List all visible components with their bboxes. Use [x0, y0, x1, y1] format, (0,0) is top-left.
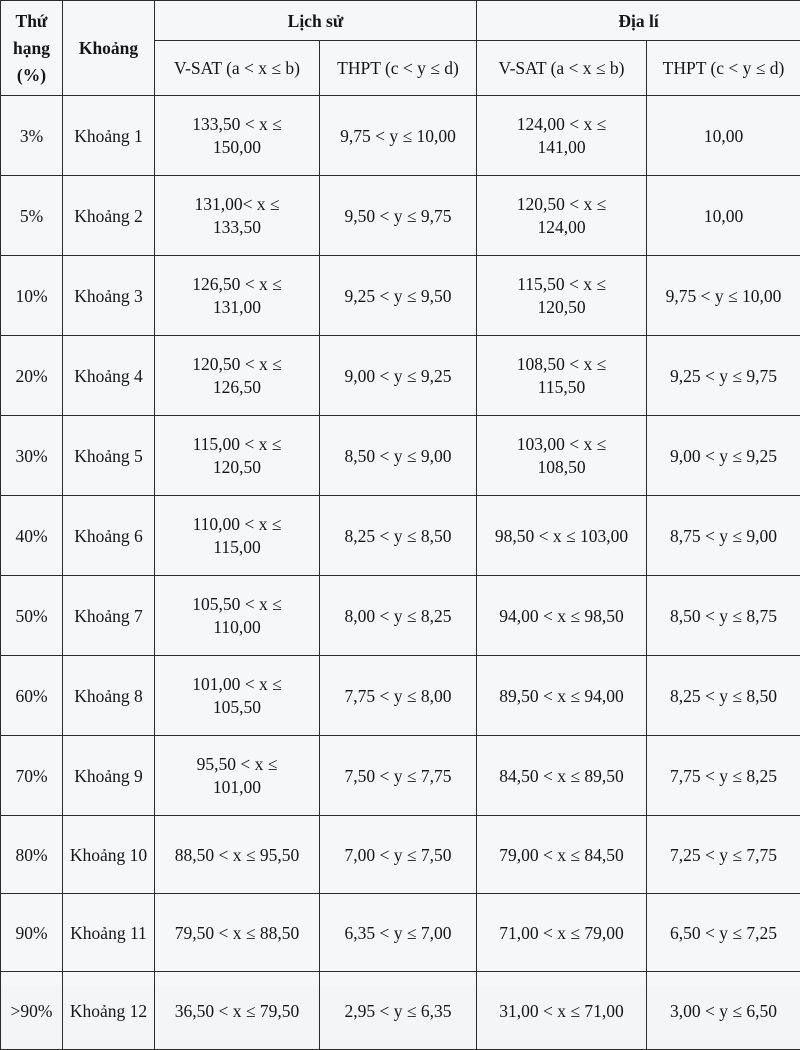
history-vsat-cell-line-1: 36,50 < x ≤ 79,50	[175, 1001, 299, 1021]
rank-header-line-3: (%)	[17, 65, 46, 85]
history-vsat-cell-line-1: 88,50 < x ≤ 95,50	[175, 845, 299, 865]
history-header: Lịch sử	[155, 1, 477, 41]
rank-cell: 90%	[1, 894, 63, 972]
history-vsat-cell-line-2: 131,00	[213, 297, 261, 317]
geography-thpt-header: THPT (c < y ≤ d)	[647, 41, 800, 96]
band-cell: Khoảng 4	[63, 336, 155, 416]
history-vsat-cell-line-2: 133,50	[213, 217, 261, 237]
table-row	[1, 576, 800, 656]
history-vsat-cell	[155, 336, 320, 416]
history-vsat-cell-line-1: 110,00 < x ≤	[193, 514, 282, 534]
history-thpt-cell: 7,75 < y ≤ 8,00	[320, 656, 477, 736]
table-row	[1, 256, 800, 336]
history-vsat-cell-text	[175, 922, 299, 945]
history-vsat-cell-line-2: 105,50	[213, 697, 261, 717]
geography-vsat-cell-line-2: 120,50	[537, 297, 585, 317]
history-vsat-header: V-SAT (a < x ≤ b)	[155, 41, 320, 96]
history-vsat-cell-line-1: 95,50 < x ≤	[197, 754, 278, 774]
geography-vsat-cell-text	[499, 1000, 623, 1023]
geography-vsat-cell-text	[499, 844, 623, 867]
band-cell: Khoảng 2	[63, 176, 155, 256]
geography-thpt-cell: 9,25 < y ≤ 9,75	[647, 336, 800, 416]
history-thpt-cell: 8,00 < y ≤ 8,25	[320, 576, 477, 656]
rank-cell: 20%	[1, 336, 63, 416]
history-vsat-cell-text	[193, 433, 282, 479]
geography-thpt-cell: 8,75 < y ≤ 9,00	[647, 496, 800, 576]
table-row	[1, 336, 800, 416]
history-thpt-cell: 6,35 < y ≤ 7,00	[320, 894, 477, 972]
rank-cell: 3%	[1, 96, 63, 176]
history-vsat-cell-text	[192, 593, 281, 639]
history-vsat-cell-line-2: 120,50	[213, 457, 261, 477]
geography-vsat-cell	[477, 496, 647, 576]
history-vsat-cell-line-1: 105,50 < x ≤	[192, 594, 281, 614]
history-vsat-cell-text	[192, 273, 281, 319]
geography-vsat-cell	[477, 736, 647, 816]
geography-vsat-cell-line-1: 108,50 < x ≤	[517, 354, 606, 374]
rank-cell: 30%	[1, 416, 63, 496]
table-row	[1, 656, 800, 736]
table-row	[1, 416, 800, 496]
rank-header-line-1: Thứ	[16, 11, 48, 31]
geography-vsat-cell-line-1: 124,00 < x ≤	[517, 114, 606, 134]
history-thpt-cell: 9,75 < y ≤ 10,00	[320, 96, 477, 176]
geography-vsat-cell	[477, 176, 647, 256]
geography-vsat-cell	[477, 256, 647, 336]
geography-vsat-cell	[477, 96, 647, 176]
history-vsat-cell	[155, 656, 320, 736]
history-thpt-cell: 7,00 < y ≤ 7,50	[320, 816, 477, 894]
geography-vsat-cell-line-1: 84,50 < x ≤ 89,50	[499, 766, 623, 786]
rank-cell: 50%	[1, 576, 63, 656]
geography-vsat-cell	[477, 576, 647, 656]
history-thpt-cell: 9,50 < y ≤ 9,75	[320, 176, 477, 256]
history-vsat-cell-line-2: 150,00	[213, 137, 261, 157]
geography-vsat-cell-text	[495, 525, 628, 548]
rank-cell: 5%	[1, 176, 63, 256]
header-row-1	[1, 1, 800, 41]
history-vsat-cell-line-1: 126,50 < x ≤	[192, 274, 281, 294]
geography-vsat-cell-text	[499, 765, 623, 788]
geography-vsat-cell	[477, 416, 647, 496]
geography-vsat-cell-line-1: 103,00 < x ≤	[517, 434, 606, 454]
rank-cell: >90%	[1, 972, 63, 1050]
table-row	[1, 816, 800, 894]
table-row	[1, 496, 800, 576]
history-thpt-cell: 9,00 < y ≤ 9,25	[320, 336, 477, 416]
geography-thpt-cell: 10,00	[647, 96, 800, 176]
geography-vsat-header: V-SAT (a < x ≤ b)	[477, 41, 647, 96]
band-cell: Khoảng 10	[63, 816, 155, 894]
rank-header	[1, 1, 63, 96]
history-vsat-cell-line-2: 101,00	[213, 777, 261, 797]
history-vsat-cell	[155, 736, 320, 816]
history-vsat-cell-text	[192, 673, 281, 719]
history-vsat-cell-text	[197, 753, 278, 799]
history-vsat-cell-text	[175, 1000, 299, 1023]
geography-vsat-cell-line-1: 89,50 < x ≤ 94,00	[499, 686, 623, 706]
history-vsat-cell-text	[193, 513, 282, 559]
geography-vsat-cell-text	[517, 113, 606, 159]
history-vsat-cell	[155, 816, 320, 894]
geography-vsat-cell-text	[517, 433, 606, 479]
geography-vsat-cell-line-1: 120,50 < x ≤	[517, 194, 606, 214]
history-thpt-cell: 9,25 < y ≤ 9,50	[320, 256, 477, 336]
history-vsat-cell-line-1: 133,50 < x ≤	[192, 114, 281, 134]
geography-vsat-cell	[477, 656, 647, 736]
geography-thpt-cell: 8,50 < y ≤ 8,75	[647, 576, 800, 656]
history-vsat-cell	[155, 416, 320, 496]
geography-thpt-cell: 3,00 < y ≤ 6,50	[647, 972, 800, 1050]
geography-vsat-cell-line-1: 79,00 < x ≤ 84,50	[499, 845, 623, 865]
history-thpt-cell: 7,50 < y ≤ 7,75	[320, 736, 477, 816]
geography-thpt-cell: 8,25 < y ≤ 8,50	[647, 656, 800, 736]
history-thpt-cell: 8,25 < y ≤ 8,50	[320, 496, 477, 576]
band-cell: Khoảng 8	[63, 656, 155, 736]
history-vsat-cell-text	[194, 193, 279, 239]
geography-vsat-cell-line-1: 98,50 < x ≤ 103,00	[495, 526, 628, 546]
geography-vsat-cell	[477, 336, 647, 416]
history-vsat-cell-line-1: 101,00 < x ≤	[192, 674, 281, 694]
geography-vsat-cell-line-2: 141,00	[537, 137, 585, 157]
history-vsat-cell	[155, 496, 320, 576]
band-cell: Khoảng 7	[63, 576, 155, 656]
geography-header: Địa lí	[477, 1, 800, 41]
geography-thpt-cell: 7,75 < y ≤ 8,25	[647, 736, 800, 816]
history-thpt-header: THPT (c < y ≤ d)	[320, 41, 477, 96]
history-vsat-cell-line-1: 115,00 < x ≤	[193, 434, 282, 454]
geography-vsat-cell-text	[499, 685, 623, 708]
geography-vsat-cell-line-2: 115,50	[538, 377, 585, 397]
geography-vsat-cell-text	[499, 922, 623, 945]
geography-thpt-cell: 9,00 < y ≤ 9,25	[647, 416, 800, 496]
rank-cell: 60%	[1, 656, 63, 736]
band-cell: Khoảng 1	[63, 96, 155, 176]
band-cell: Khoảng 6	[63, 496, 155, 576]
geography-vsat-cell	[477, 972, 647, 1050]
band-cell: Khoảng 5	[63, 416, 155, 496]
history-vsat-cell-line-2: 126,50	[213, 377, 261, 397]
geography-vsat-cell-line-1: 94,00 < x ≤ 98,50	[499, 606, 623, 626]
history-vsat-cell-line-1: 79,50 < x ≤ 88,50	[175, 923, 299, 943]
geography-vsat-cell-text	[517, 273, 606, 319]
band-cell: Khoảng 11	[63, 894, 155, 972]
history-vsat-cell-text	[192, 113, 281, 159]
rank-cell: 10%	[1, 256, 63, 336]
table-row	[1, 972, 800, 1050]
rank-header-line-2: hạng	[13, 38, 50, 58]
history-vsat-cell	[155, 96, 320, 176]
geography-vsat-cell-line-2: 108,50	[537, 457, 585, 477]
band-header: Khoảng	[63, 1, 155, 96]
band-cell: Khoảng 9	[63, 736, 155, 816]
geography-vsat-cell-line-2: 124,00	[537, 217, 585, 237]
history-vsat-cell	[155, 176, 320, 256]
history-vsat-cell-line-2: 110,00	[213, 617, 260, 637]
geography-thpt-cell: 9,75 < y ≤ 10,00	[647, 256, 800, 336]
history-thpt-cell: 8,50 < y ≤ 9,00	[320, 416, 477, 496]
history-vsat-cell	[155, 576, 320, 656]
history-vsat-cell-text	[175, 844, 299, 867]
history-vsat-cell	[155, 256, 320, 336]
band-cell: Khoảng 12	[63, 972, 155, 1050]
rank-cell: 80%	[1, 816, 63, 894]
geography-vsat-cell-line-1: 71,00 < x ≤ 79,00	[499, 923, 623, 943]
history-vsat-cell-line-1: 120,50 < x ≤	[192, 354, 281, 374]
geography-vsat-cell-text	[517, 353, 606, 399]
history-vsat-cell-text	[192, 353, 281, 399]
history-vsat-cell-line-1: 131,00< x ≤	[194, 194, 279, 214]
geography-vsat-cell-text	[517, 193, 606, 239]
table-row	[1, 894, 800, 972]
table-row	[1, 96, 800, 176]
geography-vsat-cell-line-1: 115,50 < x ≤	[517, 274, 606, 294]
history-thpt-cell: 2,95 < y ≤ 6,35	[320, 972, 477, 1050]
history-vsat-cell	[155, 972, 320, 1050]
table-body	[1, 96, 800, 1050]
rank-cell: 70%	[1, 736, 63, 816]
geography-vsat-cell	[477, 894, 647, 972]
history-vsat-cell-line-2: 115,00	[213, 537, 260, 557]
geography-vsat-cell-line-1: 31,00 < x ≤ 71,00	[499, 1001, 623, 1021]
geography-vsat-cell-text	[499, 605, 623, 628]
band-cell: Khoảng 3	[63, 256, 155, 336]
geography-thpt-cell: 6,50 < y ≤ 7,25	[647, 894, 800, 972]
history-vsat-cell	[155, 894, 320, 972]
geography-vsat-cell	[477, 816, 647, 894]
table-row	[1, 736, 800, 816]
rank-cell: 40%	[1, 496, 63, 576]
table-row	[1, 176, 800, 256]
geography-thpt-cell: 7,25 < y ≤ 7,75	[647, 816, 800, 894]
geography-thpt-cell: 10,00	[647, 176, 800, 256]
